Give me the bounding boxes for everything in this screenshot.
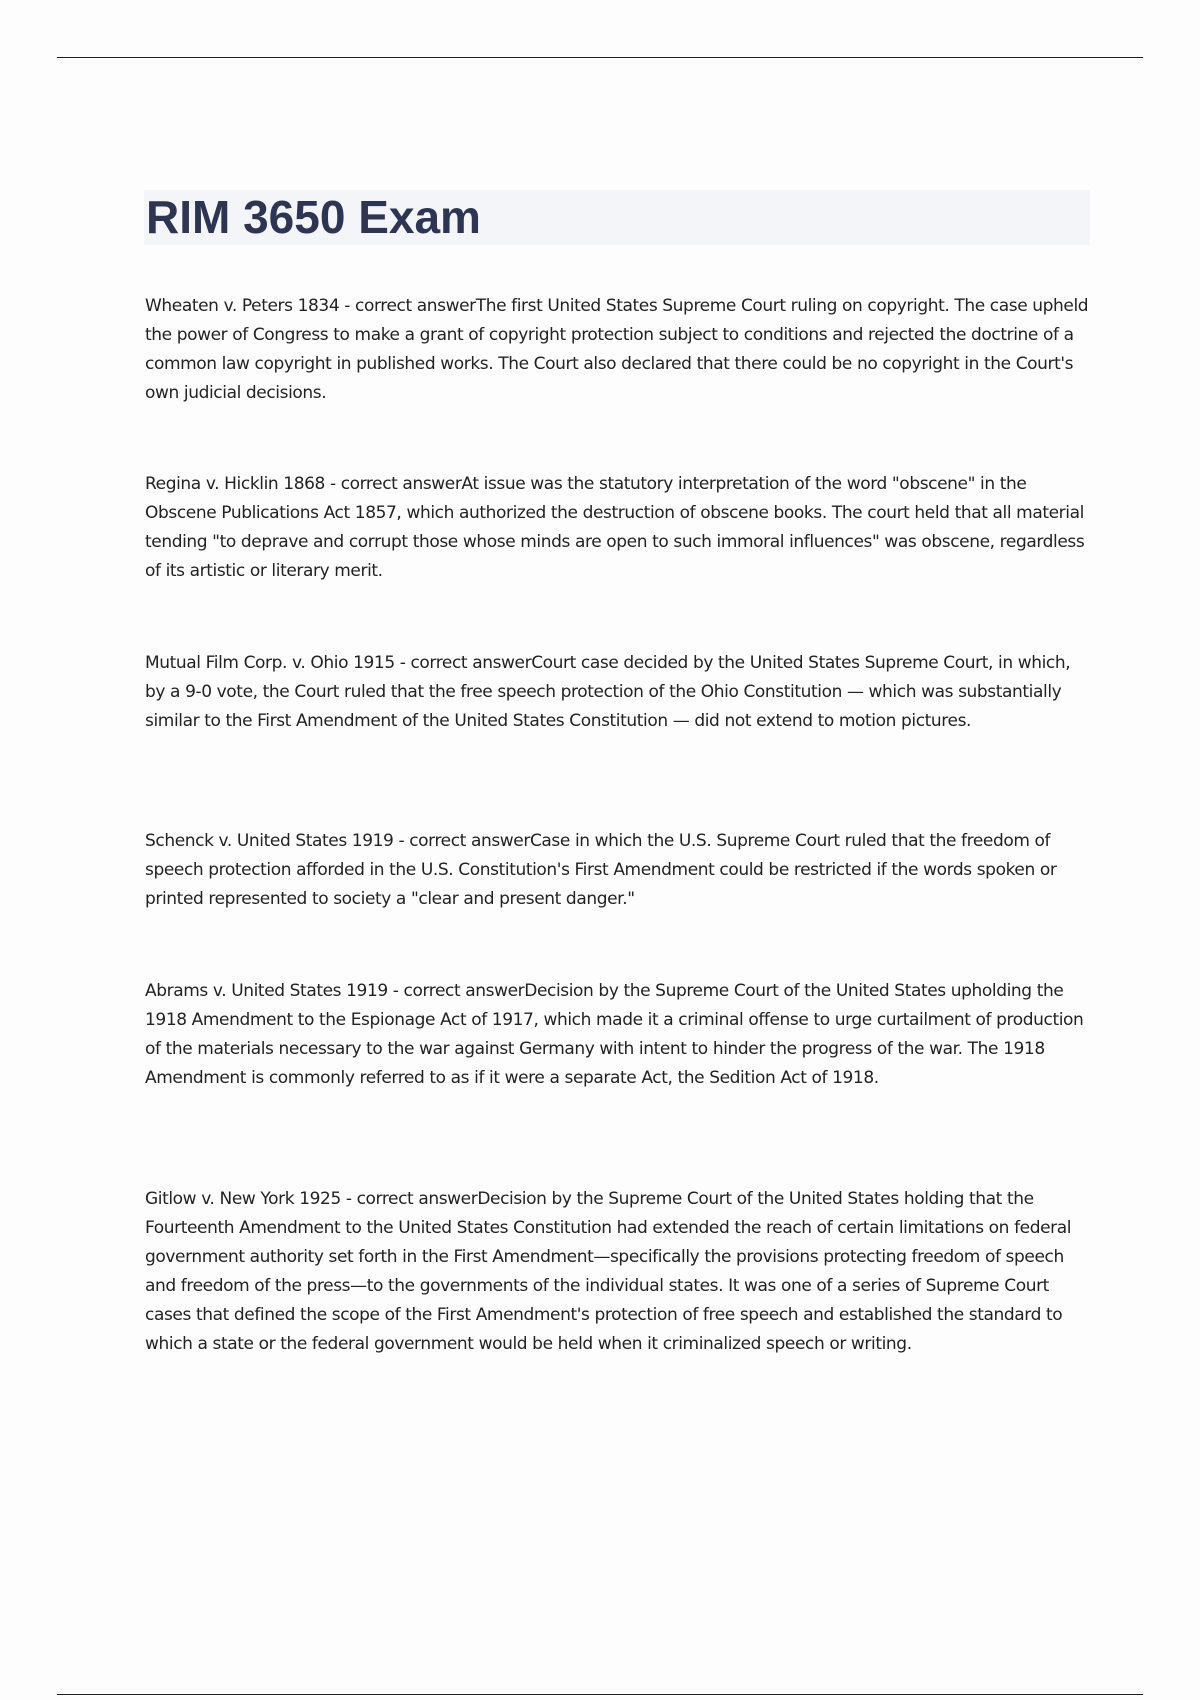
page-title: RIM 3650 Exam (146, 191, 481, 243)
qa-entry-schenck: Schenck v. United States 1919 - correct answerCase in which the U.S. Supreme Court ruled that the freedom of speech protection afforded in the U.S. Constitution's First Amendment could be restricted if the words spoken or printed represented to society a "clear and present danger." (145, 831, 1057, 909)
qa-entry-mutual-film: Mutual Film Corp. v. Ohio 1915 - correct answerCourt case decided by the United States Supreme Court, in which, by a 9-0 vote, the Court ruled that the free speech protection of the Ohio Constitution — which was substantially similar to the First Amendment of the United States Constitution — did not extend to motion pictures. (145, 653, 1071, 731)
qa-entry-abrams: Abrams v. United States 1919 - correct answerDecision by the Supreme Court of the United States upholding the 1918 Amendment to the Espionage Act of 1917, which made it a criminal offense to urge curtailment of production of the materials necessary to the war against Germany with intent to hinder the progress of the war. The 1918 Amendment is commonly referred to as if it were a separate Act, the Sedition Act of 1918. (145, 981, 1084, 1088)
bottom-rule (57, 1694, 1143, 1695)
qa-entry-wheaten: Wheaten v. Peters 1834 - correct answerThe first United States Supreme Court ruling on copyright. The case upheld the power of Congress to make a grant of copyright protection subject to conditions and rejected the doctrine of a common law copyright in published works. The Court also declared that there could be no copyright in the Court's own judicial decisions. (145, 296, 1089, 403)
top-rule (57, 57, 1143, 58)
qa-entry-gitlow: Gitlow v. New York 1925 - correct answerDecision by the Supreme Court of the United States holding that the Fourteenth Amendment to the United States Constitution had extended the reach of certain limitations on federal government authority set forth in the First Amendment—specifically the provisions protecting freedom of speech and freedom of the press—to the governments of the individual states. It was one of a series of Supreme Court cases that defined the scope of the First Amendment's protection of free speech and established the standard to which a state or the federal government would be held when it criminalized speech or writing. (145, 1189, 1072, 1354)
qa-entry-hicklin: Regina v. Hicklin 1868 - correct answerAt issue was the statutory interpretation of the word "obscene" in the Obscene Publications Act 1857, which authorized the destruction of obscene books. The court held that all material tending "to deprave and corrupt those whose minds are open to such immoral influences" was obscene, regardless of its artistic or literary merit. (145, 474, 1085, 581)
